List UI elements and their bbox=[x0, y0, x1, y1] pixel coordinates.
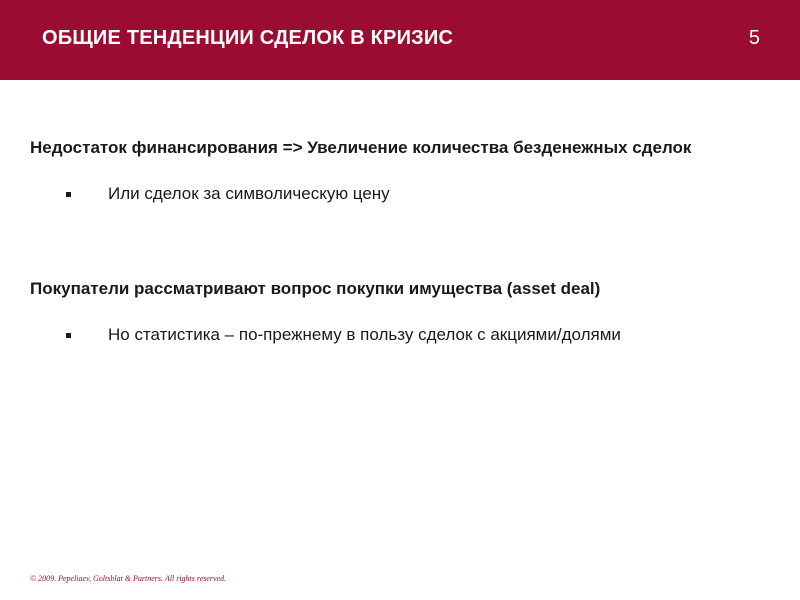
section-buyers bbox=[30, 277, 750, 347]
bullet-item bbox=[30, 323, 750, 347]
section-heading: Недостаток финансирования => Увеличение количества безденежных сделок bbox=[30, 138, 692, 157]
bullet-text: Но статистика – по-прежнему в пользу сделок с акциями/долями bbox=[108, 325, 621, 344]
square-bullet-icon bbox=[66, 333, 71, 338]
slide-number: 5 bbox=[748, 27, 760, 49]
slide-content bbox=[30, 136, 750, 347]
section-financing bbox=[30, 136, 750, 206]
slide-header bbox=[0, 0, 800, 80]
copyright-footer: © 2009. Pepeliaev, Goltsblat & Partners. All rights reserved. bbox=[30, 574, 227, 583]
slide-title: ОБЩИЕ ТЕНДЕНЦИИ СДЕЛОК В КРИЗИС bbox=[42, 27, 454, 49]
bullet-item bbox=[30, 182, 750, 206]
bullet-text: Или сделок за символическую цену bbox=[108, 184, 390, 203]
section-heading: Покупатели рассматривают вопрос покупки имущества (asset deal) bbox=[30, 279, 601, 298]
square-bullet-icon bbox=[66, 192, 71, 197]
